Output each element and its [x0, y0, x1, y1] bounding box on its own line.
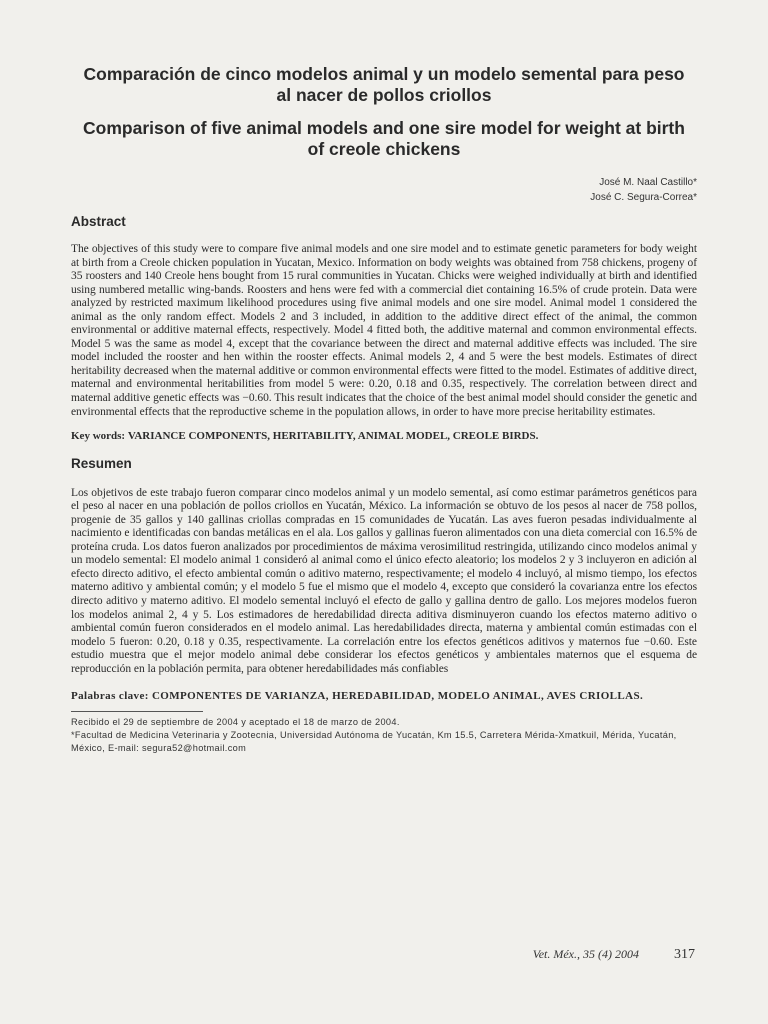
author-name: José M. Naal Castillo* — [599, 177, 697, 188]
journal-citation: Vet. Méx., 35 (4) 2004 — [532, 947, 639, 961]
title-spanish: Comparación de cinco modelos animal y un modelo semental para peso al nacer de pollos criollos — [83, 64, 685, 105]
affiliation-note: *Facultad de Medicina Veterinaria y Zootecnia, Universidad Autónoma de Yucatán, Km 15.5, Carretera Mérida-Xmatkuil, Mérida, Yucatán, México, E-mail: segura52@hotmail.com — [71, 729, 677, 753]
keywords-value: VARIANCE COMPONENTS, HERITABILITY, ANIMAL MODEL, CREOLE BIRDS. — [127, 430, 539, 443]
palabras-clave-value: COMPONENTES DE VARIANZA, HEREDABILIDAD, MODELO ANIMAL, AVES CRIOLLAS. — [151, 690, 644, 703]
author-list — [71, 175, 697, 205]
palabras-clave-label: Palabras clave: — [71, 690, 149, 703]
abstract-text: The objectives of this study were to compare five animal models and one sire model and to estimate genetic parameters for body weight at birth from a Creole chicken population in Yucatan, Mexico. Information on body weights was obtained from 758 chickens, progeny of 35 roosters and 140 Creole hens bought from 15 rural communities in Yucatan. Chicks were weighed individually at birth and identified using numbered metallic wing-bands. Roosters and hens were fed with a commercial diet containing 16.5% of crude protein. Data were analyzed by restricted maximum likelihood procedures using five animal models and one sire model. Animal model 1 considered the animal as the only random effect. Models 2 and 3 included, in addition to the additive direct effect of the animal, the common environmental or additive maternal effects, respectively. Model 4 fitted both, the additive maternal and common environmental effects. Model 5 was the same as model 4, except that the covariance between the direct and maternal additive effects was included. The sire model included the rooster and hen within the rooster effects. Animal models 2, 4 and 5 were the best models. Estimates of direct heritability decreased when the maternal additive or common environmental effects were fitted to the model. Estimates of additive direct, maternal and environmental heritabilities from model 5 were: 0.20, 0.18 and 0.35, respectively. The correlation between direct and maternal additive genetic effects was −0.60. This result indicates that the choice of the best animal model should consider the genetic and environmental effects that the reproductive scheme in the population allows, in order to have more precise heritability estimates. — [71, 243, 697, 418]
received-note: Recibido el 29 de septiembre de 2004 y aceptado el 18 de marzo de 2004. — [71, 716, 400, 727]
author-name: José C. Segura-Correa* — [590, 192, 697, 203]
title-english: Comparison of five animal models and one sire model for weight at birth of creole chickens — [83, 118, 685, 159]
footnote-divider — [71, 711, 203, 712]
keywords-en — [71, 430, 697, 444]
keywords-es — [71, 690, 697, 704]
resumen-heading: Resumen — [71, 455, 132, 471]
page-number: 317 — [674, 947, 695, 962]
abstract-heading: Abstract — [71, 214, 126, 229]
resumen-text: Los objetivos de este trabajo fueron comparar cinco modelos animal y un modelo semental, así como estimar parámetros genéticos para el peso al nacer en una población de pollos criollos en Yucatán, México. La información se obtuvo de los pesos al nacer de 758 pollos, progenie de 35 gallos y 140 gallinas criollas compradas en 15 comunidades de Yucatán. Las aves fueron pesadas individualmente al nacimiento e identificadas con bandas metálicas en el ala. Los gallos y gallinas fueron alimentados con una dieta comercial con 16.5% de proteína cruda. Los datos fueron analizados por procedimientos de máxima verosimilitud restringida, utilizando cinco modelos animal y un modelo semental: El modelo animal 1 consideró al animal como el único efecto aleatorio; los modelos 2 y 3 incluyeron en adición al efecto directo aditivo, el efecto ambiental común o aditivo materno, respectivamente; el modelo 4 incluyó, al mismo tiempo, los efectos materno aditivo y ambiental común; y el modelo 5 fue el mismo que el modelo 4, excepto que consideró la covarianza entre los efectos directo aditivo y materno aditivo. El modelo semental incluyó el efecto de gallo y gallina dentro de gallo. Los mejores modelos fueron los modelos animal 2, 4 y 5. Los estimadores de heredabilidad directa aditiva disminuyeron cuando los efectos materno aditivo o ambiental común fueron considerados en el modelo animal. Las heredabilidades directa, materna y ambiental común estimadas con el modelo 5 fueron: 0.20, 0.18 y 0.35, respectivamente. La correlación entre los efectos genéticos aditivos y maternos fue −0.60. Este estudio muestra que el mejor modelo animal debe considerar los efectos genéticos y ambientales maternos que el esquema de reproducción en la población permita, para obtener heredabilidades más confiables — [71, 486, 697, 675]
keywords-label: Key words: — [71, 430, 126, 443]
footnotes — [71, 716, 697, 755]
page-footer — [533, 947, 695, 963]
